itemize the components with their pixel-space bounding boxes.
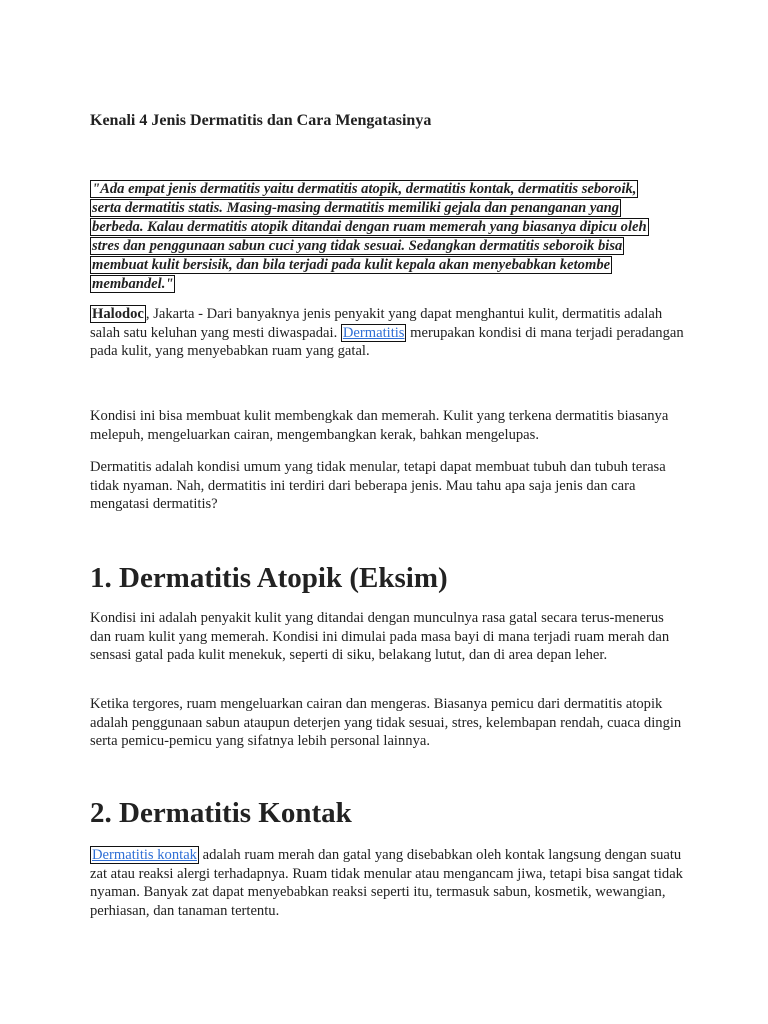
quote-line: berbeda. Kalau dermatitis atopik ditandai dengan ruam memerah yang biasanya dipicu oleh — [92, 219, 647, 235]
quote-line: stres dan penggunaan sabun cuci yang tidak sesuai. Sedangkan dermatitis seboroik bisa — [92, 238, 623, 254]
article-title: Kenali 4 Jenis Dermatitis dan Cara Mengatasinya — [90, 112, 432, 129]
paragraph-types-intro: Dermatitis adalah kondisi umum yang tidak menular, tetapi dapat membuat tubuh dan tubuh terasa tidak nyaman. Nah, dermatitis ini terdiri dari beberapa jenis. Mau tahu apa saja jenis dan cara mengatasi dermatitis? — [90, 459, 666, 512]
quote-line: membuat kulit bersisik, dan bila terjadi pada kulit kepala akan menyebabkan ketombe — [92, 257, 611, 273]
quote-line: serta dermatitis statis. Masing-masing dermatitis memiliki gejala dan penanganan yang — [92, 200, 620, 216]
dermatitis-link[interactable]: Dermatitis — [342, 324, 405, 341]
intro-text-continued: merupakan kondisi di mana terjadi peradangan pada kulit, yang menyebabkan ruam yang gatal. — [90, 324, 684, 359]
section-2-paragraph-1 — [90, 846, 685, 920]
intro-text: , Jakarta - Dari banyaknya jenis penyakit yang dapat menghantui kulit, dermatitis adalah salah satu keluhan yang mesti diwaspadai. — [90, 306, 663, 341]
section-1-paragraph-1: Kondisi ini adalah penyakit kulit yang ditandai dengan munculnya rasa gatal secara terus-menerus dan ruam kulit yang memerah. Kondisi ini dimulai pada masa bayi di mana terjadi ruam merah dan sensasi gatal pada kulit menekuk, seperti di siku, belakang lutut, dan di area depan leher. — [90, 610, 670, 663]
section-2-text: adalah ruam merah dan gatal yang disebabkan oleh kontak langsung dengan suatu zat atau reaksi alergi terhadapnya. Ruam tidak menular atau mengancam jiwa, tetapi bisa sangat tidak nyaman. Banyak zat dapat menyebabkan reaksi seperti itu, termasuk sabun, kosmetik, wewangian, perhiasan, dan tanaman tertentu. — [90, 847, 683, 919]
section-1-heading: 1. Dermatitis Atopik (Eksim) — [90, 562, 448, 594]
intro-paragraph — [90, 305, 685, 361]
quote-line: "Ada empat jenis dermatitis yaitu dermatitis atopik, dermatitis kontak, dermatitis seboroik, — [92, 181, 637, 197]
dermatitis-kontak-link[interactable]: Dermatitis kontak — [92, 847, 197, 863]
source-label: Halodoc — [92, 306, 144, 322]
section-1-paragraph-2: Ketika tergores, ruam mengeluarkan cairan dan mengeras. Biasanya pemicu dari dermatitis atopik adalah penggunaan sabun ataupun deterjen yang tidak sesuai, stres, kelembapan rendah, cuaca dingin serta pemicu-pemicu yang sifatnya lebih personal lainnya. — [90, 696, 682, 749]
article-summary-quote — [90, 180, 680, 294]
paragraph-symptoms: Kondisi ini bisa membuat kulit membengkak dan memerah. Kulit yang terkena dermatitis biasanya melepuh, mengeluarkan cairan, mengembangkan kerak, bahkan mengelupas. — [90, 408, 669, 443]
section-2-heading: 2. Dermatitis Kontak — [90, 797, 352, 829]
quote-line: membandel." — [92, 276, 174, 292]
